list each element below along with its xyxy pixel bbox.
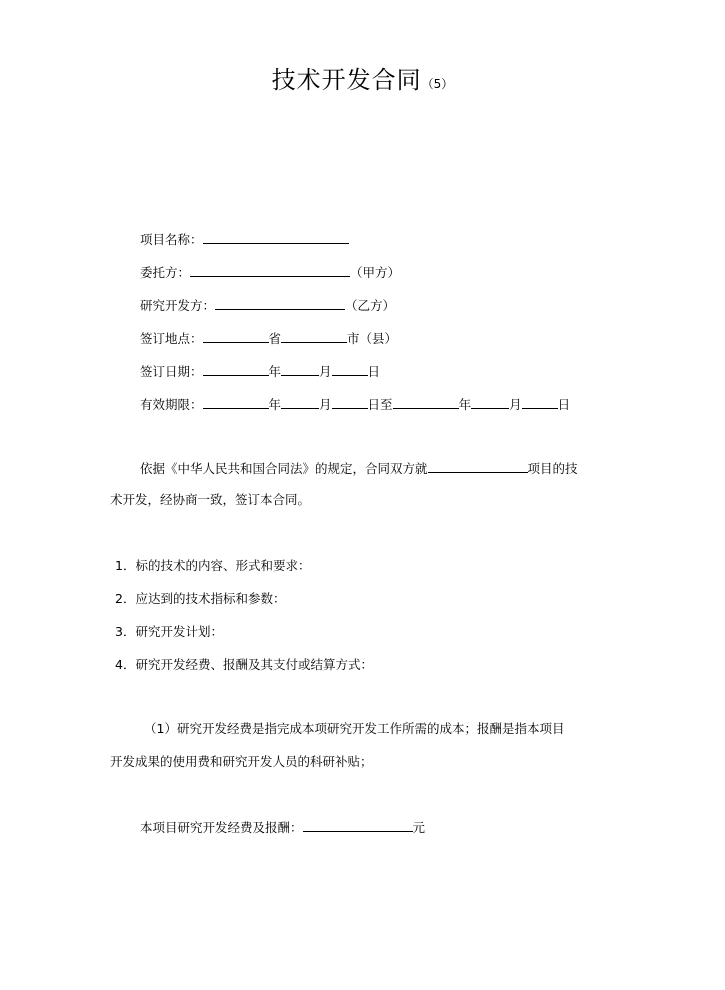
intro-line-1 xyxy=(140,458,578,479)
item-number: 1． xyxy=(115,558,136,573)
title-number: （5） xyxy=(421,77,454,91)
party-b-label: （乙方） xyxy=(345,298,396,313)
item-text: 标的技术的内容、形式和要求： xyxy=(135,558,311,573)
start-year-blank xyxy=(203,394,269,409)
fee-line xyxy=(140,817,425,838)
sign-month-blank xyxy=(281,361,319,376)
start-year-label: 年 xyxy=(268,397,282,412)
valid-period-field xyxy=(140,394,570,415)
project-name-label: 项目名称： xyxy=(140,232,203,247)
list-item xyxy=(115,622,223,642)
sign-year-blank xyxy=(203,361,269,376)
sign-day-blank xyxy=(332,361,368,376)
city-blank xyxy=(281,328,347,343)
document-title xyxy=(0,60,725,104)
party-a-label: （甲方） xyxy=(350,265,401,280)
sign-place-field xyxy=(140,328,397,349)
day-label: 日 xyxy=(367,364,381,379)
province-label: 省 xyxy=(268,331,282,346)
item-text: 研究开发经费、报酬及其支付或结算方式： xyxy=(135,657,373,672)
fee-amount-blank xyxy=(303,817,413,832)
start-month-label: 月 xyxy=(319,397,332,412)
end-day-blank xyxy=(522,394,558,409)
fee-unit: 元 xyxy=(412,820,426,835)
list-item xyxy=(115,589,285,609)
end-month-label: 月 xyxy=(509,397,522,412)
day-to-label: 日至 xyxy=(367,397,393,412)
item-text: 研究开发计划： xyxy=(135,624,223,639)
developer-blank xyxy=(215,295,345,310)
clause-line-1: （1）研究开发经费是指完成本项研究开发工作所需的成本；报酬是指本项目 xyxy=(144,721,565,736)
list-item xyxy=(115,655,373,675)
sign-date-field xyxy=(140,361,380,382)
year-label: 年 xyxy=(268,364,282,379)
start-month-blank xyxy=(281,394,319,409)
project-name-blank xyxy=(203,229,349,244)
month-label: 月 xyxy=(319,364,332,379)
fee-label: 本项目研究开发经费及报酬： xyxy=(140,820,303,835)
item-number: 3． xyxy=(115,624,136,639)
end-day-label: 日 xyxy=(557,397,571,412)
end-month-blank xyxy=(471,394,509,409)
clause-line-2: 开发成果的使用费和研究开发人员的科研补贴； xyxy=(110,754,373,769)
sign-place-label: 签订地点： xyxy=(140,331,203,346)
developer-field xyxy=(140,295,395,316)
valid-period-label: 有效期限： xyxy=(140,397,203,412)
list-item xyxy=(115,556,310,576)
sign-date-label: 签订日期： xyxy=(140,364,203,379)
start-day-blank xyxy=(332,394,368,409)
client-field xyxy=(140,262,400,283)
project-name-field xyxy=(140,229,349,250)
province-blank xyxy=(203,328,269,343)
end-year-blank xyxy=(393,394,459,409)
title-text: 技术开发合同 xyxy=(271,66,422,94)
intro-part-1: 依据《中华人民共和国合同法》的规定，合同双方就 xyxy=(140,461,428,476)
developer-label: 研究开发方： xyxy=(140,298,216,313)
intro-project-blank xyxy=(428,458,528,473)
end-year-label: 年 xyxy=(458,397,472,412)
intro-line-2: 术开发，经协商一致，签订本合同。 xyxy=(110,492,311,507)
item-number: 2． xyxy=(115,591,136,606)
intro-part-2: 项目的技 xyxy=(527,461,578,476)
client-blank xyxy=(190,262,350,277)
item-text: 应达到的技术指标和参数： xyxy=(135,591,286,606)
city-county-label: 市（县） xyxy=(347,331,398,346)
client-label: 委托方： xyxy=(140,265,191,280)
item-number: 4． xyxy=(115,657,136,672)
